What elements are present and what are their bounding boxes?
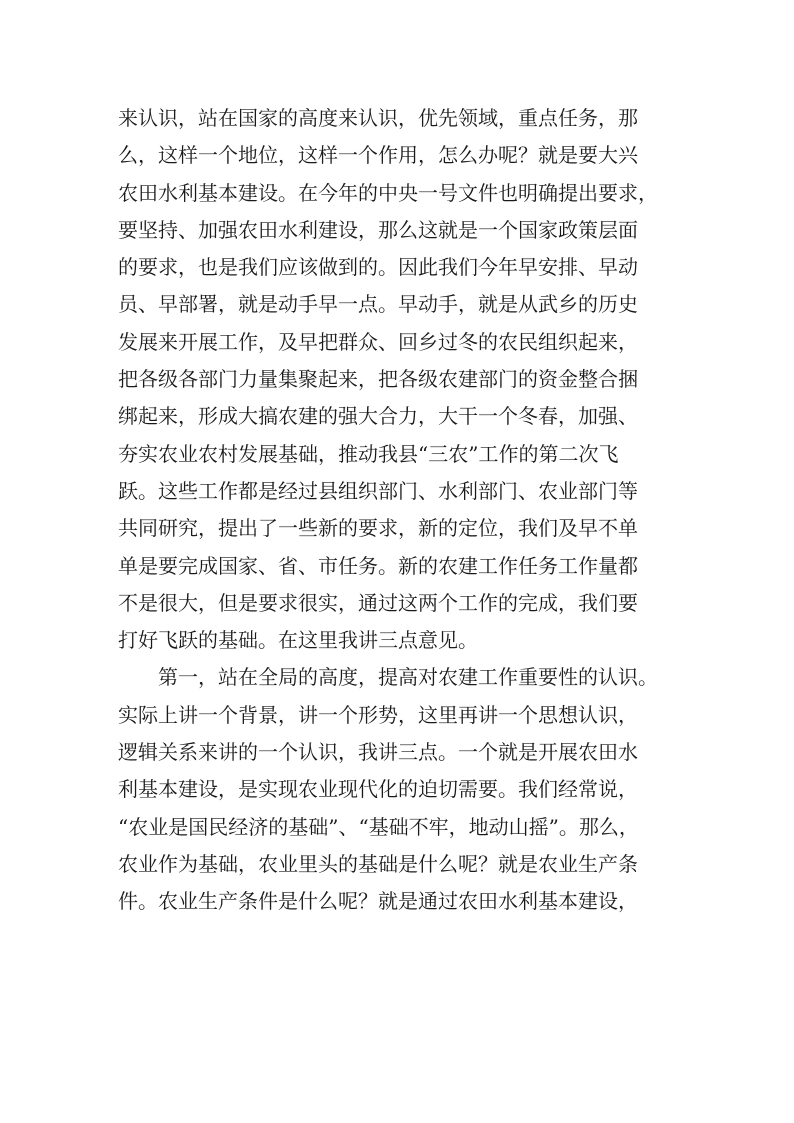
text-line: 要坚持、加强农田水利建设，那么这就是一个国家政策层面 [118,217,638,242]
text-line: 把各级各部门力量集聚起来，把各级农建部门的资金整合捆 [118,367,638,392]
text-line: 共同研究，提出了一些新的要求，新的定位，我们及早不单 [118,516,638,541]
text-line: 发展来开展工作，及早把群众、回乡过冬的农民组织起来， [118,329,638,354]
text-line: 不是很大，但是要求很实，通过这两个工作的完成，我们要 [118,590,638,615]
text-line: 绑起来，形成大搞农建的强大合力，大干一个冬春，加强、 [118,404,638,429]
text-line: 利基本建设，是实现农业现代化的迫切需要。我们经常说， [118,777,638,802]
paragraph-first-line: 第一，站在全局的高度，提高对农建工作重要性的认识。 [158,665,658,690]
text-line: 打好飞跃的基础。在这里我讲三点意见。 [118,628,478,653]
text-line: 跃。这些工作都是经过县组织部门、水利部门、农业部门等 [118,478,638,503]
text-line: 单是要完成国家、省、市任务。新的农建工作任务工作量都 [118,553,638,578]
text-line: 实际上讲一个背景，讲一个形势，这里再讲一个思想认识， [118,702,638,727]
text-line: “农业是国民经济的基础”、“基础不牢，地动山摇”。那么， [118,814,639,839]
text-line: 来认识，站在国家的高度来认识，优先领域，重点任务，那 [118,106,638,130]
document-body [118,100,698,921]
text-line: 件。农业生产条件是什么呢？就是通过农田水利基本建设， [118,889,638,914]
text-line: 农业作为基础，农业里头的基础是什么呢？就是农业生产条 [118,851,638,876]
text-line: 农田水利基本建设。在今年的中央一号文件也明确提出要求， [118,180,658,205]
text-line: 员、早部署，就是动手早一点。早动手，就是从武乡的历史 [118,292,638,317]
text-line: 夯实农业农村发展基础，推动我县“三农”工作的第二次飞 [118,441,619,466]
text-line: 么，这样一个地位，这样一个作用，怎么办呢？就是要大兴 [118,143,638,168]
text-line: 的要求，也是我们应该做到的。因此我们今年早安排、早动 [118,255,638,280]
text-line: 逻辑关系来讲的一个认识，我讲三点。一个就是开展农田水 [118,740,638,765]
